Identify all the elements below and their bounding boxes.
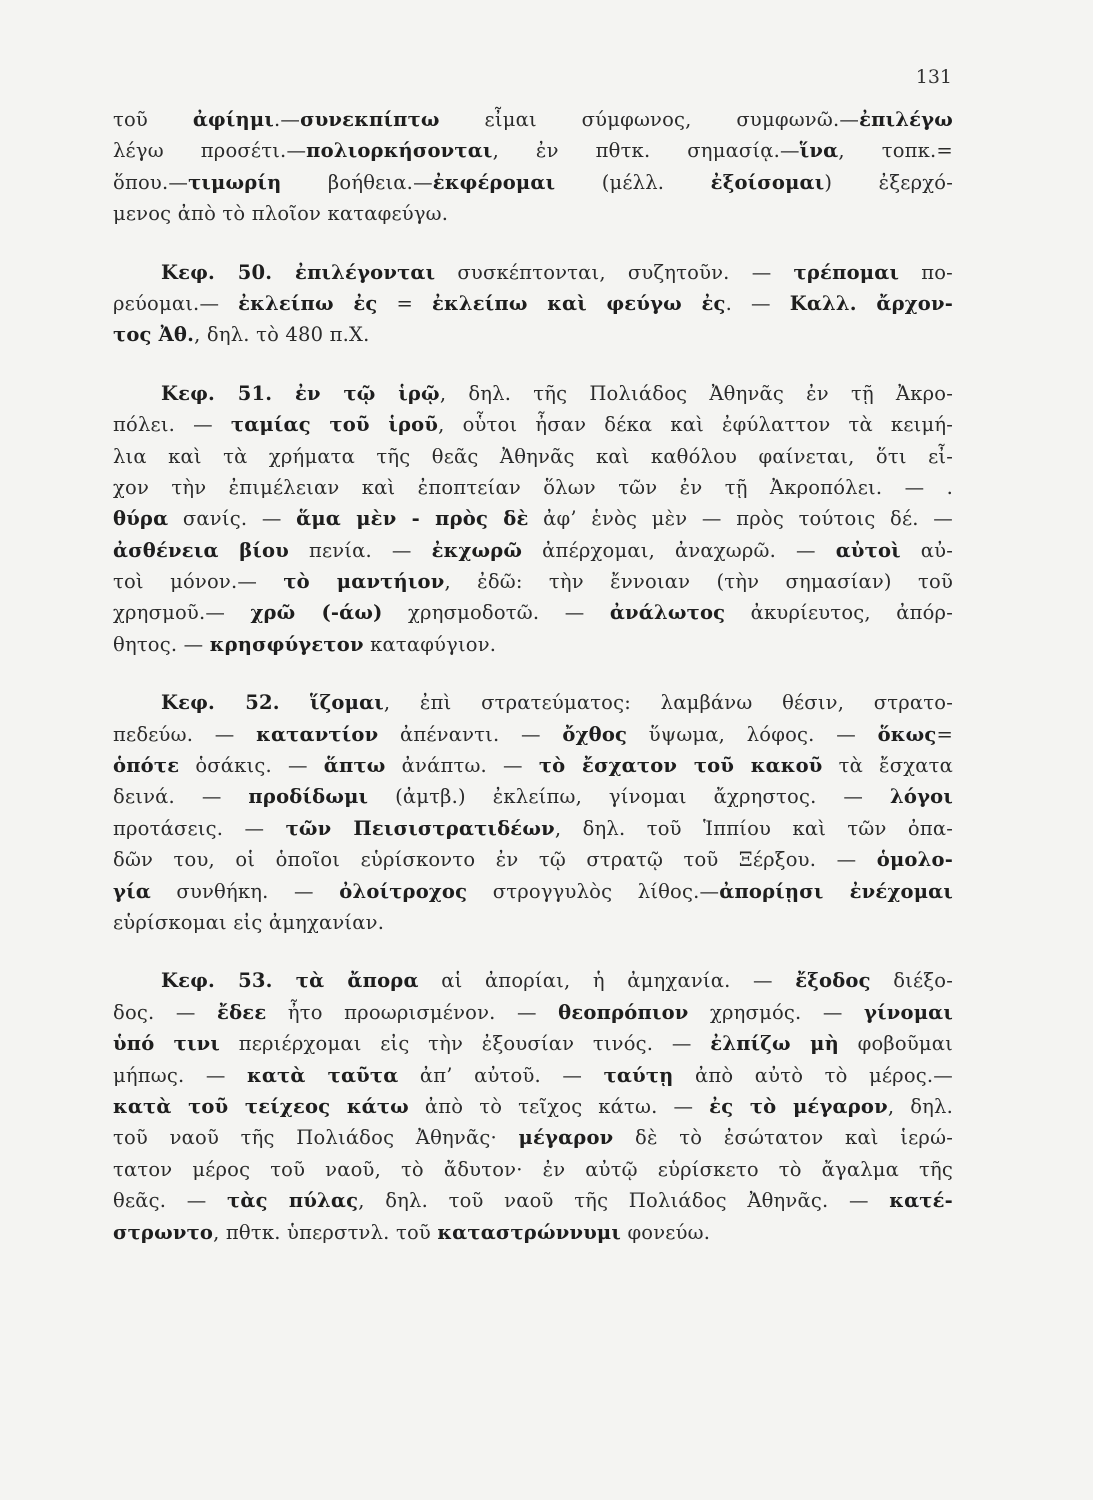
text-line — [113, 441, 953, 472]
paragraph — [113, 687, 953, 938]
bold-term: προδίδωμι — [248, 785, 369, 809]
text-run: μήπως. — — [113, 1063, 248, 1087]
bold-term: ἐν τῷ ἱρῷ — [294, 381, 440, 405]
text-run: χρησμός. — — [688, 1000, 865, 1024]
bold-term: κατὰ ταῦτα — [247, 1063, 399, 1087]
text-run: αὐ- — [900, 538, 953, 562]
text-run: προτάσεις. — — [113, 816, 286, 840]
bold-term: ἅπτω — [323, 754, 386, 778]
text-run: δεινά. — — [113, 785, 249, 809]
bold-term: ἀσθένεια βίου — [113, 538, 289, 562]
text-run: πόλει. — — [113, 413, 231, 437]
bold-term: ἅμα μὲν - πρὸς δὲ — [296, 507, 529, 531]
text-run: , ἐπὶ στρατεύματος: λαμβάνω θέσιν, στρατο- — [383, 691, 953, 715]
bold-term: πολιορκήσονται — [306, 139, 493, 163]
text-run: τοὶ μόνον.— — [113, 570, 284, 594]
text-run: ρεύομαι.— — [113, 291, 239, 315]
paragraph — [113, 257, 953, 351]
text-run: , δηλ. τῆς Πολιάδος Ἀθηνᾶς ἐν τῇ Ἀκρο- — [439, 381, 953, 405]
text-line — [113, 472, 953, 503]
text-line — [113, 167, 953, 198]
body-text — [113, 104, 953, 1275]
text-line — [113, 997, 953, 1028]
bold-term: ἐπιλέγω — [859, 108, 953, 131]
text-run: μενος ἀπὸ τὸ πλοῖον καταφεύγω. — [113, 202, 449, 226]
text-run: στρογγυλὸς λίθος.— — [467, 879, 720, 903]
text-run: (μέλλ. — [555, 170, 711, 194]
text-line — [113, 1060, 953, 1091]
text-run: ἀπέναντι. — — [378, 722, 563, 746]
bold-term: καταντίον — [256, 722, 379, 746]
bold-term: ἔξοδος — [795, 969, 871, 993]
text-run: . — — [725, 291, 790, 315]
text-line — [113, 1217, 953, 1248]
text-line — [113, 781, 953, 812]
bold-term: μέγαρον — [518, 1126, 614, 1150]
text-run: ἀπ’ αὐτοῦ. — — [398, 1063, 604, 1087]
text-line — [113, 409, 953, 440]
bold-term: ἐκχωρῶ — [431, 538, 523, 562]
bold-term: ἐπιλέγονται — [295, 260, 436, 284]
text-run: (ἀμτβ.) ἐκλείπω, γίνομαι ἄχρηστος. — — [368, 785, 890, 809]
text-line — [113, 1028, 953, 1059]
text-run: πεδεύω. — — [113, 722, 257, 746]
bold-term: τὸ μαντήιον — [283, 570, 445, 594]
text-run: ἀπὸ τὸ τεῖχος κάτω. — — [408, 1094, 710, 1118]
text-run: βοήθεια.— — [281, 170, 433, 194]
bold-term: κατὰ τοῦ τείχεος κάτω — [113, 1094, 409, 1118]
bold-term: θεοπρόπιον — [558, 1000, 689, 1024]
text-run: εὑρίσκομαι εἰς ἀμηχανίαν. — [113, 910, 385, 934]
bold-term: ταύτῃ — [603, 1063, 674, 1087]
paragraph — [113, 965, 953, 1248]
text-line — [113, 907, 953, 938]
bold-term: ἐξοίσομαι — [710, 170, 825, 194]
text-line — [113, 566, 953, 597]
text-run: συσκέπτονται, συζητοῦν. — — [435, 260, 794, 284]
bold-term: λόγοι — [890, 785, 953, 809]
bold-term: ἐκλείπω ἐς — [238, 291, 378, 315]
text-run: εἶμαι σύμφωνος, συμφωνῶ.— — [439, 108, 860, 131]
text-run: = — [936, 722, 953, 746]
text-run: ὁσάκις. — — [179, 754, 324, 778]
bold-term: ἵνα — [799, 139, 839, 163]
text-run: σανίς. — — [168, 507, 297, 531]
paragraph — [113, 104, 953, 230]
text-run: ἀνάπτω. — — [385, 754, 539, 778]
text-run: τοῦ — [113, 108, 193, 131]
text-run: , τοπκ.= — [838, 139, 953, 163]
bold-term: Κεφ. 52. — [161, 691, 310, 715]
text-run: αἱ ἀπορίαι, ἡ ἀμηχανία. — — [418, 969, 796, 993]
text-run: , δηλ. — [887, 1094, 954, 1118]
bold-term: Κεφ. 53. — [161, 969, 296, 993]
bold-term: ἀνάλωτος — [609, 601, 726, 625]
text-line — [113, 104, 953, 135]
text-run: λέγω προσέτι.— — [113, 139, 307, 163]
text-run: ) ἐξερχό- — [824, 170, 953, 194]
bold-term: ἐλπίζω μὴ — [710, 1032, 839, 1056]
text-run: χρησμοῦ.— — [113, 601, 251, 625]
text-line — [113, 257, 953, 288]
text-run: ἀκυρίευτος, ἀπόρ- — [725, 601, 953, 625]
text-run: ἀφ’ ἑνὸς μὲν — πρὸς τούτοις δέ. — — [528, 507, 953, 531]
page-number: 131 — [915, 66, 952, 88]
text-run: ἦτο προωρισμένον. — — [266, 1000, 559, 1024]
text-run: θητος. — — [113, 632, 210, 656]
text-line — [113, 687, 953, 718]
bold-term: ὅκως — [877, 722, 937, 746]
text-run: δῶν του, οἱ ὁποῖοι εὑρίσκοντο ἐν τῷ στρατῷ τοῦ Ξέρξου. — — [113, 848, 877, 872]
bold-term: Καλλ. ἄρχον- — [789, 291, 953, 315]
text-run: ὅπου.— — [113, 170, 189, 194]
text-run: = — [377, 291, 432, 315]
text-run: , δηλ. τοῦ ναοῦ τῆς Πολιάδος Ἀθηνᾶς. — — [358, 1189, 890, 1213]
bold-term: Κεφ. 51. — [161, 381, 295, 405]
bold-term: ὑπό τινι — [113, 1032, 221, 1056]
bold-term: γίνομαι — [864, 1000, 954, 1024]
bold-term: ἀφίημι — [192, 108, 275, 131]
text-run: φοβοῦμαι — [838, 1032, 953, 1056]
text-run: τοῦ ναοῦ τῆς Πολιάδος Ἀθηνᾶς· — [113, 1126, 519, 1150]
bold-term: χρῶ (-άω) — [250, 601, 383, 625]
bold-term: ὄχθος — [562, 722, 628, 746]
bold-term: τὰ ἄπορα — [295, 969, 419, 993]
bold-term: συνεκπίπτω — [300, 108, 440, 131]
bold-term: κατέ- — [889, 1189, 953, 1213]
text-run: διέξο- — [870, 969, 953, 993]
text-line — [113, 1091, 953, 1122]
text-run: λια καὶ τὰ χρήματα τῆς θεᾶς Ἀθηνᾶς καὶ καθόλου φαίνεται, ὅτι εἶ- — [113, 444, 953, 468]
text-run: .— — [274, 108, 301, 131]
text-run: , δηλ. τοῦ Ἱππίου καὶ τῶν ὀπα- — [554, 816, 953, 840]
text-line — [113, 378, 953, 409]
text-run: συνθήκη. — — [150, 879, 340, 903]
text-line — [113, 198, 953, 229]
text-run: , πθτκ. ὑπερστνλ. τοῦ — [213, 1220, 438, 1244]
text-run: πο- — [899, 260, 953, 284]
bold-term: τὰς πύλας — [227, 1189, 359, 1213]
bold-term: τρέπομαι — [793, 260, 900, 284]
bold-term: αὐτοὶ — [835, 538, 901, 562]
bold-term: ἐς τὸ μέγαρον — [709, 1094, 888, 1118]
text-line — [113, 319, 953, 350]
bold-term: ἐκφέρομαι — [432, 170, 556, 194]
bold-term: τος Ἀθ. — [113, 323, 195, 347]
text-run: πενία. — — [288, 538, 432, 562]
bold-term: ὁμολο- — [876, 848, 953, 872]
text-run: περιέρχομαι εἰς τὴν ἐξουσίαν τινός. — — [220, 1032, 711, 1056]
bold-term: στρωντο — [113, 1220, 214, 1244]
text-run: χον τὴν ἐπιμέλειαν καὶ ἐποπτείαν ὅλων τῶν ἐν τῇ Ἀκροπόλει. — . — [113, 475, 953, 499]
text-line — [113, 844, 953, 875]
text-line — [113, 750, 953, 781]
text-line — [113, 535, 953, 566]
text-line — [113, 1154, 953, 1185]
text-run: , δηλ. τὸ 480 π.Χ. — [194, 323, 370, 347]
bold-term: ὁπότε — [113, 754, 180, 778]
bold-term: θύρα — [113, 507, 169, 531]
text-line — [113, 876, 953, 907]
text-run: τὰ ἔσχατα — [822, 754, 953, 778]
bold-term: ἔδεε — [217, 1000, 267, 1024]
bold-term: ταμίας τοῦ ἱροῦ — [230, 413, 439, 437]
text-line — [113, 1185, 953, 1216]
paragraph — [113, 378, 953, 661]
text-line — [113, 597, 953, 628]
text-run: ἀπέρχομαι, ἀναχωρῶ. — — [522, 538, 836, 562]
text-run: δὲ τὸ ἐσώτατον καὶ ἱερώ- — [613, 1126, 953, 1150]
text-run: φονεύω. — [621, 1220, 711, 1244]
text-line — [113, 719, 953, 750]
bold-term: ὀλοίτροχος — [339, 879, 468, 903]
bold-term: ἵζομαι — [310, 691, 384, 715]
bold-term: τιμωρίη — [188, 170, 282, 194]
text-line — [113, 1122, 953, 1153]
text-run: , ἐν πθτκ. σημασίᾳ.— — [492, 139, 800, 163]
text-run: χρησμοδοτῶ. — — [382, 601, 610, 625]
text-line — [113, 965, 953, 996]
text-run: , οὗτοι ἦσαν δέκα καὶ ἐφύλαττον τὰ κειμή- — [438, 413, 954, 437]
text-run: θεᾶς. — — [113, 1189, 228, 1213]
bold-term: γία — [113, 879, 151, 903]
bold-term: τῶν Πεισιστρατιδέων — [285, 816, 555, 840]
text-run: δος. — — [113, 1000, 218, 1024]
text-line — [113, 813, 953, 844]
text-run: ὕψωμα, λόφος. — — [627, 722, 878, 746]
bold-term: ἐκλείπω καὶ φεύγω ἐς — [432, 291, 726, 315]
text-line — [113, 503, 953, 534]
text-run: ἀπὸ αὐτὸ τὸ μέρος.— — [673, 1063, 954, 1087]
bold-term: καταστρώννυμι — [437, 1220, 622, 1244]
text-run: τατον μέρος τοῦ ναοῦ, τὸ ἄδυτον· ἐν αὐτῷ εὑρίσκετο τὸ ἄγαλμα τῆς — [113, 1157, 953, 1181]
bold-term: κρησφύγετον — [209, 632, 364, 656]
text-line — [113, 135, 953, 166]
bold-term: Κεφ. 50. — [161, 260, 296, 284]
bold-term: τὸ ἔσχατον τοῦ κακοῦ — [538, 754, 823, 778]
text-line — [113, 288, 953, 319]
text-run: καταφύγιον. — [363, 632, 497, 656]
text-run: , ἐδῶ: τὴν ἔννοιαν (τὴν σημασίαν) τοῦ — [444, 570, 953, 594]
text-line — [113, 629, 953, 660]
bold-term: ἀπορίῃσι ἐνέχομαι — [719, 879, 954, 903]
